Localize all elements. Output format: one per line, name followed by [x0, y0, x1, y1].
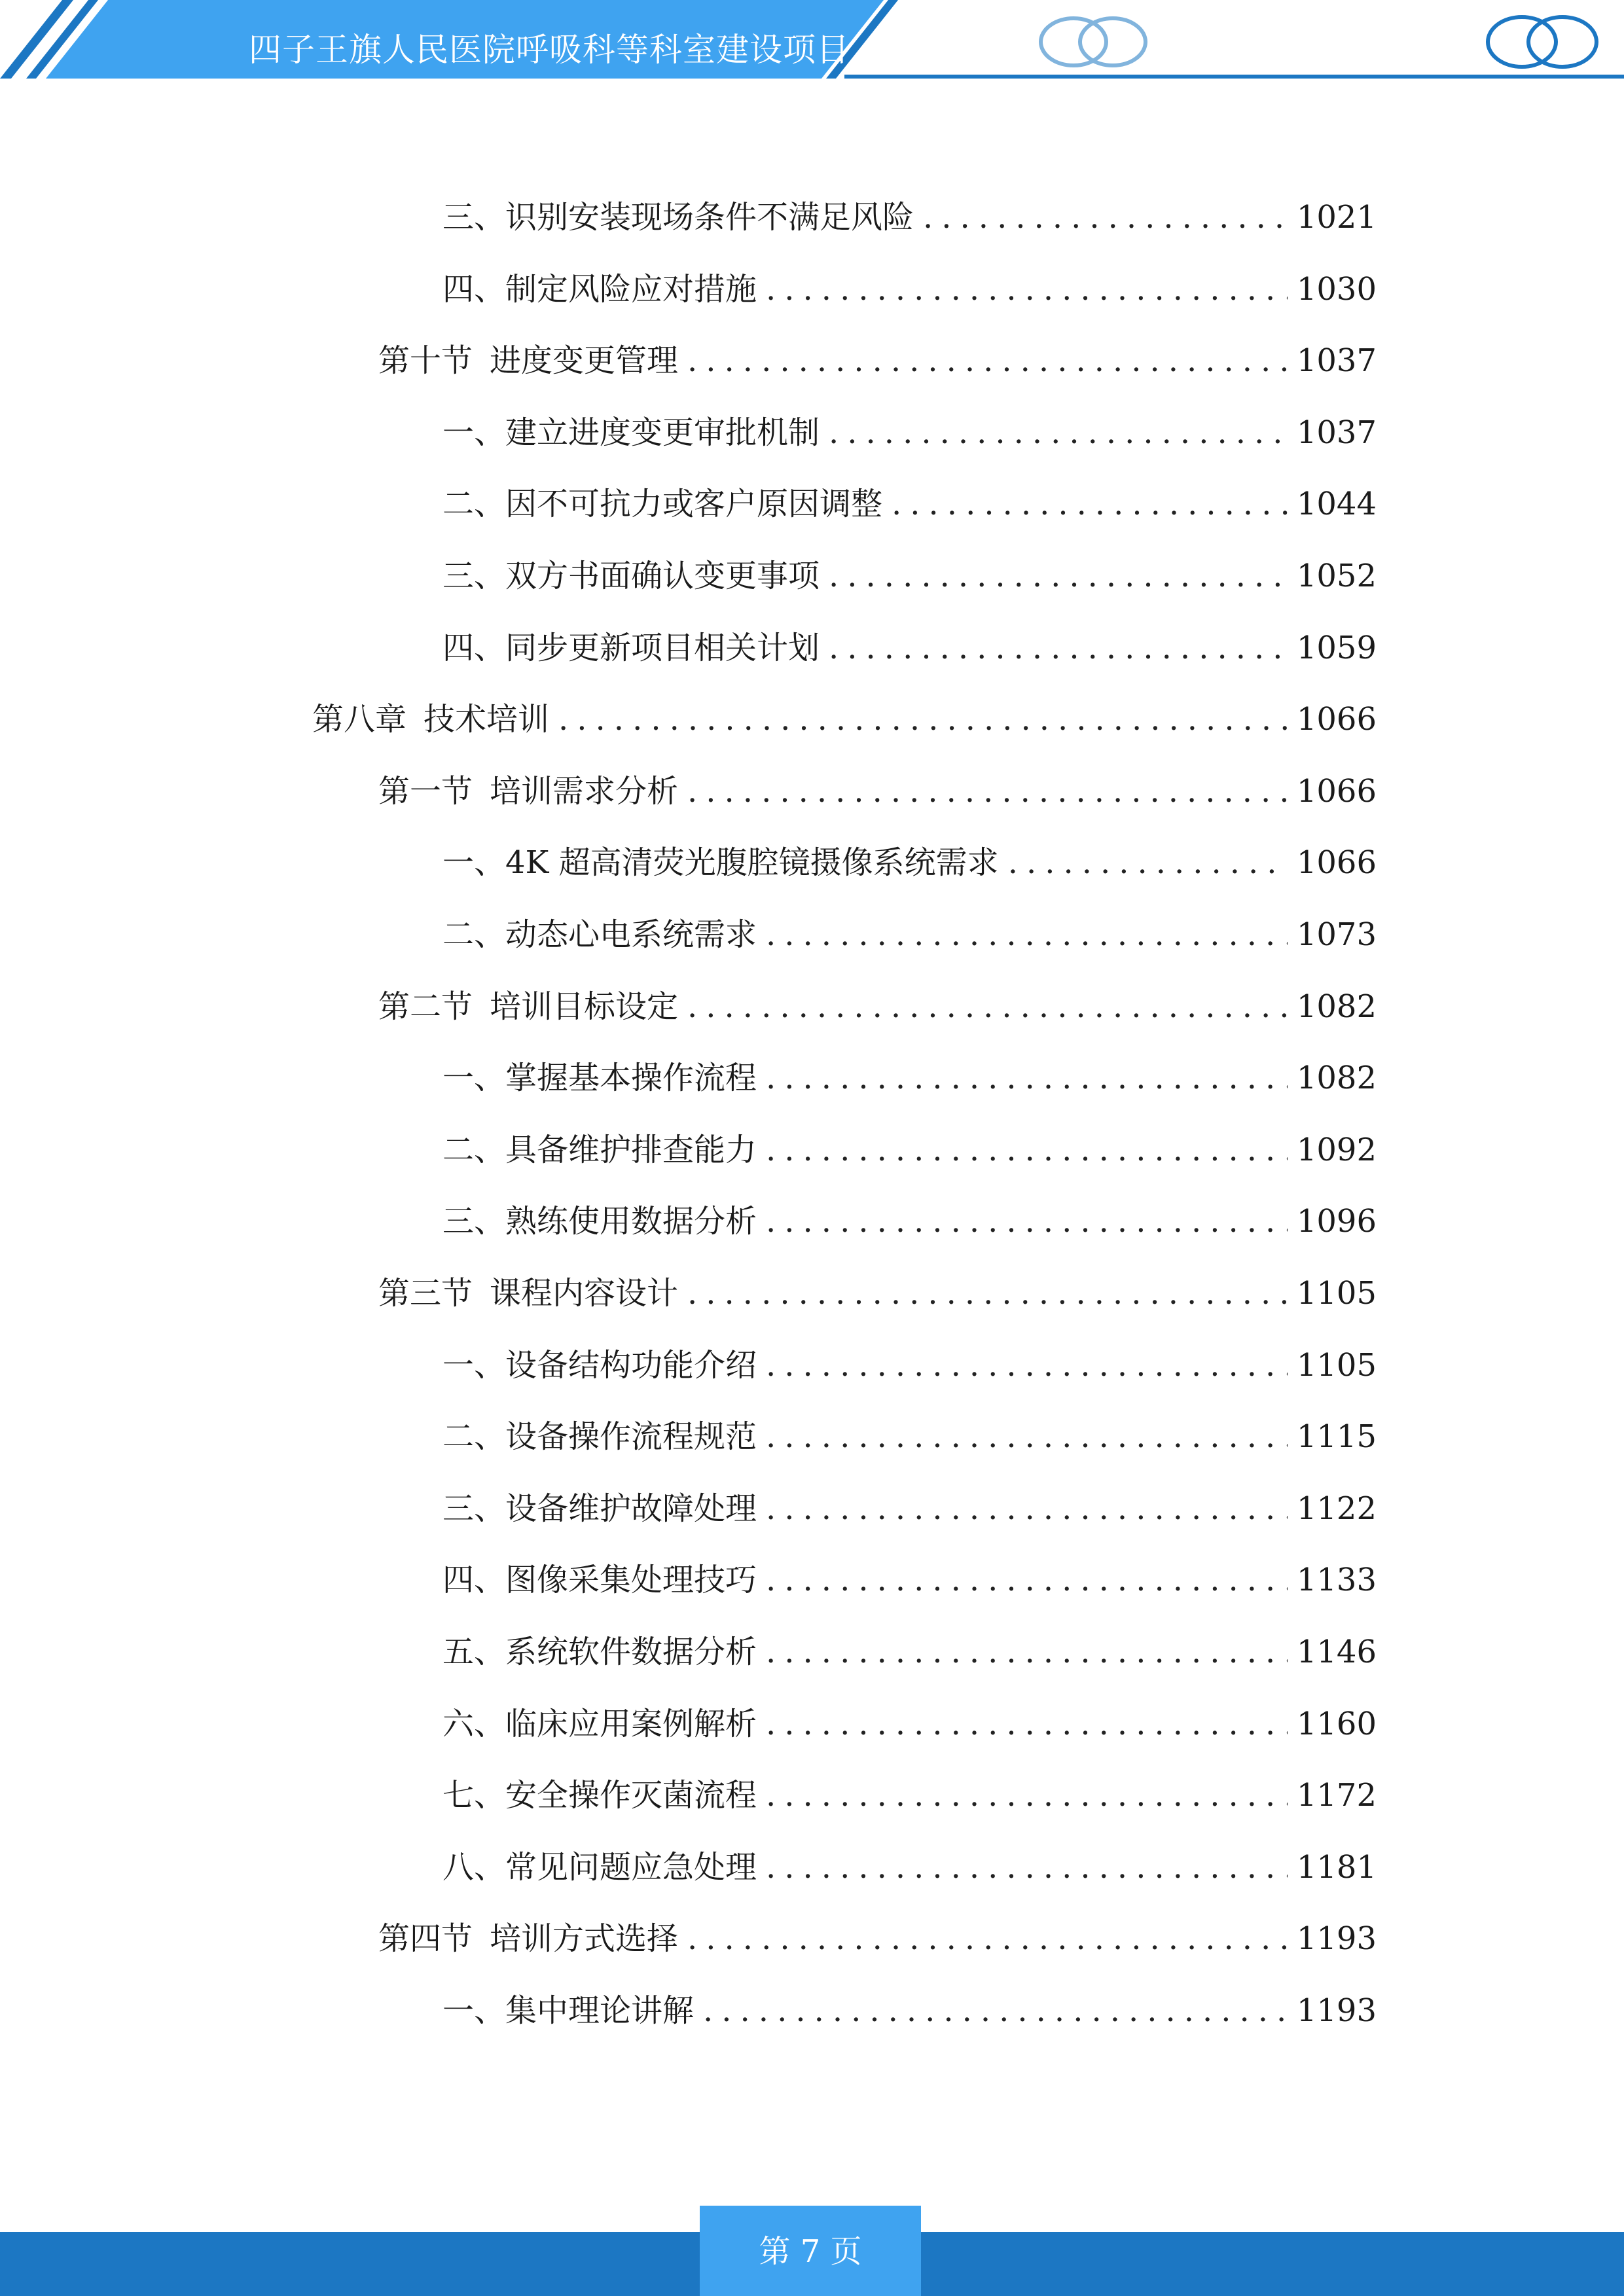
toc-entry-title: 同步更新项目相关计划 — [505, 630, 820, 666]
document-title: 四子王旗人民医院呼吸科等科室建设项目 — [249, 31, 850, 69]
toc-entry-title: 具备维护排查能力 — [505, 1132, 757, 1168]
toc-entry-page: 1030 — [1296, 271, 1377, 308]
toc-entry-title: 常见问题应急处理 — [505, 1849, 757, 1886]
toc-dot-leader — [829, 622, 1288, 674]
toc-entry-page: 1105 — [1296, 1347, 1377, 1384]
toc-entry-page: 1066 — [1296, 701, 1377, 738]
toc-entry-title: 设备维护故障处理 — [505, 1490, 757, 1527]
toc-entry-number: 三、 — [442, 199, 506, 236]
toc-entry[interactable] — [442, 1124, 1377, 1176]
toc-entry-title: 动态心电系统需求 — [505, 916, 757, 953]
toc-entry-number: 三、 — [442, 1490, 506, 1527]
toc-entry-number: 四、 — [442, 271, 506, 308]
toc-entry-page: 1115 — [1296, 1418, 1377, 1455]
toc-entry[interactable] — [442, 1984, 1377, 2037]
toc-entry[interactable] — [442, 550, 1377, 602]
toc-entry-page: 1105 — [1296, 1275, 1377, 1312]
toc-entry-title: 培训方式选择 — [490, 1920, 679, 1957]
toc-entry-title: 熟练使用数据分析 — [505, 1203, 757, 1240]
toc-entry-title: 系统软件数据分析 — [505, 1634, 757, 1670]
toc-dot-leader — [687, 980, 1288, 1033]
toc-dot-leader — [687, 765, 1288, 817]
toc-entry-number: 六、 — [442, 1706, 506, 1742]
toc-entry[interactable] — [442, 1554, 1377, 1606]
toc-entry-page: 1037 — [1296, 342, 1377, 379]
toc-entry-number: 第八章 — [312, 701, 407, 738]
toc-dot-leader — [766, 1554, 1288, 1606]
toc-entry[interactable] — [378, 334, 1377, 387]
toc-entry-title: 技术培训 — [424, 701, 550, 738]
toc-entry[interactable] — [442, 478, 1377, 530]
toc-dot-leader — [766, 263, 1288, 315]
toc-dot-leader — [766, 1482, 1288, 1535]
toc-entry[interactable] — [442, 191, 1377, 243]
toc-dot-leader — [766, 908, 1288, 961]
toc-entry-page: 1133 — [1296, 1562, 1377, 1598]
toc-entry-title: 临床应用案例解析 — [505, 1706, 757, 1742]
toc-dot-leader — [703, 1984, 1288, 2037]
toc-entry-page: 1021 — [1296, 199, 1377, 236]
toc-entry[interactable] — [442, 836, 1377, 889]
toc-entry-number: 一、 — [442, 1347, 506, 1384]
toc-entry-page: 1066 — [1296, 844, 1377, 881]
toc-entry-number: 第二节 — [378, 988, 473, 1025]
toc-entry-number: 一、 — [442, 844, 506, 881]
toc-dot-leader — [923, 191, 1288, 243]
toc-entry[interactable] — [442, 1698, 1377, 1750]
toc-entry-number: 二、 — [442, 486, 506, 522]
toc-dot-leader — [1008, 836, 1288, 889]
toc-entry-number: 一、 — [442, 1992, 506, 2029]
page-header — [0, 0, 1624, 85]
toc-entry-page: 1122 — [1296, 1490, 1377, 1527]
toc-dot-leader — [766, 1769, 1288, 1821]
toc-entry-number: 第三节 — [378, 1275, 473, 1312]
toc-entry[interactable] — [312, 693, 1377, 745]
toc-entry-title: 制定风险应对措施 — [505, 271, 757, 308]
toc-entry-page: 1146 — [1296, 1634, 1377, 1670]
toc-entry-number: 二、 — [442, 1132, 506, 1168]
toc-entry[interactable] — [442, 1410, 1377, 1463]
toc-entry-page: 1172 — [1296, 1777, 1377, 1814]
toc-entry[interactable] — [442, 1052, 1377, 1104]
toc-dot-leader — [829, 406, 1288, 459]
toc-dot-leader — [829, 550, 1288, 602]
toc-entry[interactable] — [442, 622, 1377, 674]
toc-entry-page: 1181 — [1296, 1849, 1377, 1886]
toc-entry-page: 1160 — [1296, 1706, 1377, 1742]
toc-entry-page: 1044 — [1296, 486, 1377, 522]
toc-entry[interactable] — [442, 1626, 1377, 1678]
toc-dot-leader — [766, 1626, 1288, 1678]
toc-entry-title: 安全操作灭菌流程 — [505, 1777, 757, 1814]
toc-entry-page: 1059 — [1296, 630, 1377, 666]
toc-entry-title: 课程内容设计 — [490, 1275, 679, 1312]
toc-entry[interactable] — [378, 1912, 1377, 1965]
toc-entry-page: 1037 — [1296, 414, 1377, 451]
toc-entry-page: 1066 — [1296, 773, 1377, 810]
toc-entry-page: 1092 — [1296, 1132, 1377, 1168]
toc-entry-number: 一、 — [442, 1060, 506, 1096]
toc-dot-leader — [766, 1195, 1288, 1247]
toc-entry-title: 识别安装现场条件不满足风险 — [505, 199, 914, 236]
toc-entry-page: 1052 — [1296, 558, 1377, 594]
toc-entry[interactable] — [442, 1769, 1377, 1821]
toc-entry-title: 进度变更管理 — [490, 342, 679, 379]
toc-entry-title: 设备操作流程规范 — [505, 1418, 757, 1455]
toc-dot-leader — [766, 1841, 1288, 1893]
toc-entry-page: 1082 — [1296, 1060, 1377, 1096]
toc-entry-title: 4K 超高清荧光腹腔镜摄像系统需求 — [505, 844, 999, 881]
toc-entry-number: 七、 — [442, 1777, 506, 1814]
toc-entry[interactable] — [378, 980, 1377, 1033]
toc-entry-title: 掌握基本操作流程 — [505, 1060, 757, 1096]
toc-dot-leader — [892, 478, 1288, 530]
toc-entry-number: 二、 — [442, 916, 506, 953]
toc-entry[interactable] — [442, 1195, 1377, 1247]
toc-dot-leader — [766, 1052, 1288, 1104]
toc-dot-leader — [766, 1410, 1288, 1463]
header-logo-icon — [1488, 17, 1597, 67]
toc-entry[interactable] — [442, 1339, 1377, 1391]
toc-entry-number: 第十节 — [378, 342, 473, 379]
toc-entry[interactable] — [442, 263, 1377, 315]
toc-entry-page: 1096 — [1296, 1203, 1377, 1240]
toc-entry[interactable] — [378, 1267, 1377, 1319]
toc-entry-number: 四、 — [442, 630, 506, 666]
toc-entry-title: 图像采集处理技巧 — [505, 1562, 757, 1598]
toc-entry[interactable] — [378, 765, 1377, 817]
toc-entry-number: 四、 — [442, 1562, 506, 1598]
toc-entry-number: 三、 — [442, 1203, 506, 1240]
toc-entry-number: 二、 — [442, 1418, 506, 1455]
toc-entry-title: 双方书面确认变更事项 — [505, 558, 820, 594]
toc-dot-leader — [766, 1124, 1288, 1176]
toc-entry-title: 设备结构功能介绍 — [505, 1347, 757, 1384]
toc-entry-number: 一、 — [442, 414, 506, 451]
toc-entry-page: 1193 — [1296, 1992, 1377, 2029]
toc-entry[interactable] — [442, 908, 1377, 961]
toc-entry-title: 培训需求分析 — [490, 773, 679, 810]
toc-entry-title: 集中理论讲解 — [505, 1992, 695, 2029]
toc-entry-title: 因不可抗力或客户原因调整 — [505, 486, 883, 522]
toc-entry[interactable] — [442, 406, 1377, 459]
toc-entry[interactable] — [442, 1841, 1377, 1893]
toc-dot-leader — [766, 1698, 1288, 1750]
toc-dot-leader — [687, 334, 1288, 387]
toc-dot-leader — [687, 1267, 1288, 1319]
toc-entry-number: 第四节 — [378, 1920, 473, 1957]
toc-entry-number: 八、 — [442, 1849, 506, 1886]
toc-dot-leader — [687, 1912, 1288, 1965]
toc-entry[interactable] — [442, 1482, 1377, 1535]
toc-entry-number: 五、 — [442, 1634, 506, 1670]
header-underline — [844, 75, 1624, 79]
toc-entry-title: 建立进度变更审批机制 — [505, 414, 820, 451]
toc-entry-page: 1082 — [1296, 988, 1377, 1025]
toc-dot-leader — [558, 693, 1288, 745]
toc-entry-page: 1193 — [1296, 1920, 1377, 1957]
toc-entry-number: 三、 — [442, 558, 506, 594]
toc-entry-page: 1073 — [1296, 916, 1377, 953]
toc-dot-leader — [766, 1339, 1288, 1391]
page-number: 第 7 页 — [759, 2233, 862, 2270]
toc-entry-number: 第一节 — [378, 773, 473, 810]
toc-entry-title: 培训目标设定 — [490, 988, 679, 1025]
